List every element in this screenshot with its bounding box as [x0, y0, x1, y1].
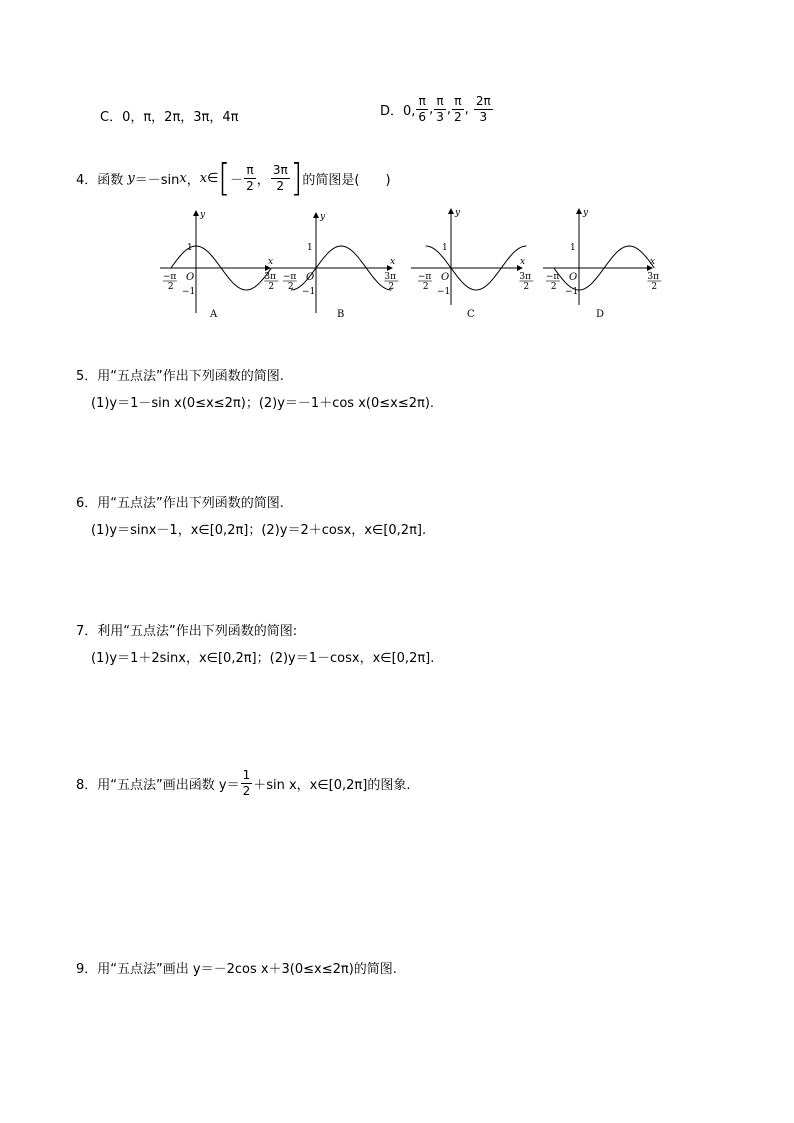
graph-d-label: D	[596, 309, 605, 320]
q3-option-d-frac-4: $\frac{2\pi}{3}$	[475, 94, 491, 124]
q3-option-c	[100, 106, 238, 125]
graph-a-x-label: x	[268, 257, 274, 267]
graph-d-tick-3pi: 3π	[647, 272, 660, 282]
graph-c-y-label: y	[455, 208, 461, 218]
graph-c-y-arrow	[448, 208, 454, 214]
q8-line: 8．用“五点法”画出函数 y＝ $\frac{1}{2}$ ＋sin x，x∈[0,2π]的图象.	[76, 768, 411, 798]
graph-c-tick-3pi-den: 2	[523, 282, 530, 292]
graph-b-tick-1: 1	[307, 243, 313, 253]
graph-d-origin: O	[569, 272, 578, 283]
graph-d-x-label: x	[650, 257, 656, 267]
graph-c-tick-neg-pi-den: 2	[422, 282, 429, 292]
graph-d-tick-neg-1: −1	[565, 287, 579, 297]
graph-b-x-label: x	[390, 257, 396, 267]
q7-line: (1)y＝1＋2sinx，x∈[0,2π]；(2)y＝1－cosx，x∈[0,2π].	[91, 651, 435, 666]
graph-a-y-arrow	[193, 210, 199, 216]
q8-frac: $\frac{1}{2}$	[242, 768, 251, 798]
q6-line: (1)y＝sinx－1，x∈[0,2π]；(2)y＝2＋cosx，x∈[0,2π].	[91, 523, 427, 538]
graph-b-tick-neg-pi: −π	[282, 272, 297, 282]
q4-graphs	[0, 205, 794, 335]
graph-c-tick-3pi: 3π	[519, 272, 532, 282]
q4-stem: 4．函数 y＝－sinx，x∈[－ $\frac{\pi}{2}$ ， $\frac{3\pi}{2}$ ]的简图是( )	[76, 156, 391, 200]
q4-right-bracket: ]	[290, 156, 303, 200]
graph-a-tick-neg-1: −1	[182, 287, 196, 297]
graph-d-tick-neg-pi: −π	[545, 272, 560, 282]
q3-option-d-prefix: D．0,	[380, 104, 416, 119]
graph-a-origin: O	[186, 272, 195, 283]
graph-b-tick-neg-1: −1	[302, 287, 316, 297]
graph-b-tick-neg-pi-den: 2	[287, 282, 294, 292]
graph-d-tick-3pi-den: 2	[651, 282, 658, 292]
q6-title: 6．用“五点法”作出下列函数的简图.	[76, 496, 284, 511]
graph-c-tick-1: 1	[442, 243, 448, 253]
graph-a-tick-3pi: 3π	[264, 272, 277, 282]
graph-c-x-label: x	[520, 257, 526, 267]
graph-a-label: A	[210, 309, 218, 320]
q4-left-bracket: [	[218, 156, 231, 200]
graph-a-tick-neg-pi: −π	[162, 272, 177, 282]
graph-d-y-label: y	[583, 208, 589, 218]
graph-d-tick-1: 1	[570, 243, 576, 253]
graph-c-origin: O	[441, 272, 450, 283]
graph-b-tick-3pi-den: 2	[388, 282, 395, 292]
graph-b-y-label: y	[320, 212, 326, 222]
graph-d-tick-neg-pi-den: 2	[550, 282, 557, 292]
graph-c-tick-neg-pi: −π	[417, 272, 432, 282]
q5-title: 5．用“五点法”作出下列函数的简图.	[76, 369, 284, 384]
q3-option-d-frac-3: $\frac{\pi}{2}$	[453, 94, 462, 124]
graph-b-tick-3pi: 3π	[384, 272, 397, 282]
q4-frac-2: $\frac{3\pi}{2}$	[272, 163, 288, 193]
graph-b-origin: O	[306, 272, 315, 283]
graph-d-y-arrow	[576, 208, 582, 214]
q5-line: (1)y＝1－sin x(0≤x≤2π)；(2)y＝－1＋cos x(0≤x≤2π).	[91, 396, 435, 411]
q7-title: 7．利用“五点法”作出下列函数的简图:	[76, 624, 298, 639]
q3-option-c-text: C．0，π，2π，3π，4π	[100, 110, 239, 125]
graph-c-tick-neg-1: −1	[437, 287, 451, 297]
q4-frac-1: $\frac{\pi}{2}$	[246, 163, 254, 193]
graph-a-tick-3pi-den: 2	[268, 282, 275, 292]
graph-a-tick-neg-pi-den: 2	[167, 282, 174, 292]
q3-option-d-frac-2: $\frac{\pi}{3}$	[436, 94, 444, 124]
graph-c-label: C	[467, 309, 475, 320]
q9-line: 9．用“五点法”画出 y＝－2cos x＋3(0≤x≤2π)的简图.	[76, 962, 397, 977]
q3-option-d: D．0, $\frac{\pi}{6}$ , $\frac{\pi}{3}$ , $\frac{\pi}{2}$ , $\frac{2\pi}{3}$	[380, 94, 491, 124]
graph-a-y-label: y	[200, 210, 206, 220]
q3-option-d-frac-1: $\frac{\pi}{6}$	[418, 94, 427, 124]
graph-b-label: B	[337, 309, 345, 320]
graph-a-tick-1: 1	[187, 243, 193, 253]
graph-b-y-arrow	[313, 212, 319, 218]
